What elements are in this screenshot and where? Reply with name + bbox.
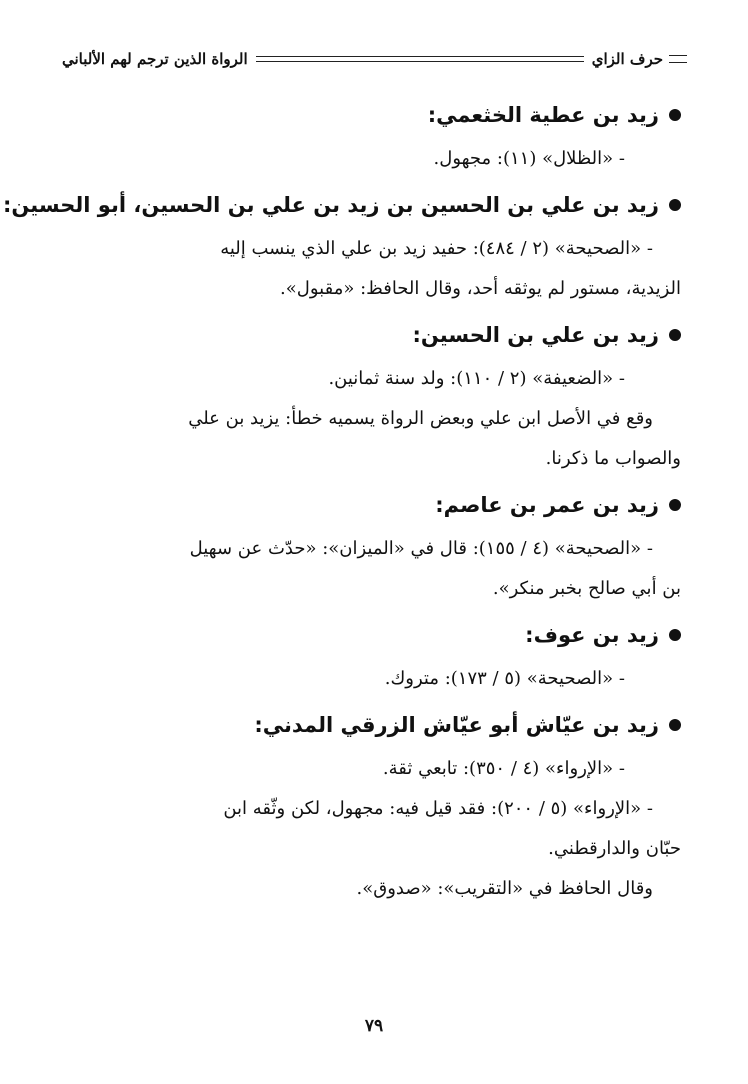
entry-line: - «الإرواء» (٥ / ٢٠٠): فقد قيل فيه: مجهول، لكن وثّقه ابن	[223, 798, 653, 819]
entry-title-text: زيد بن عطية الخثعمي:	[427, 103, 659, 127]
entry-line: وقال الحافظ في «التقريب»: «صدوق».	[356, 878, 653, 899]
entry-line: - «الصحيحة» (٤ / ١٥٥): قال في «الميزان»: «حدّث عن سهيل	[189, 538, 653, 559]
entry-title	[64, 710, 681, 740]
entry-line: الزيدية، مستور لم يوثقه أحد، وقال الحافظ: «مقبول».	[280, 278, 681, 299]
entry-title	[64, 320, 681, 350]
entry-title	[3, 190, 681, 220]
entry-title-text: زيد بن عوف:	[525, 623, 659, 647]
bullet-icon	[669, 329, 681, 341]
entry-line: والصواب ما ذكرنا.	[545, 448, 681, 469]
entry-line: حبّان والدارقطني.	[548, 838, 681, 859]
header-book-title: الرواة الذين ترجم لهم الألباني	[62, 50, 248, 68]
bullet-icon	[669, 109, 681, 121]
entry-title-text: زيد بن عيّاش أبو عيّاش الزرقي المدني:	[254, 713, 659, 737]
entry-line: - «الظلال» (١١): مجهول.	[433, 148, 625, 169]
bullet-icon	[669, 719, 681, 731]
bullet-icon	[669, 629, 681, 641]
entry-line: بن أبي صالح بخبر منكر».	[492, 578, 681, 599]
entry-title-text: زيد بن عمر بن عاصم:	[435, 493, 659, 517]
bullet-icon	[669, 499, 681, 511]
entry-title-text: زيد بن علي بن الحسين بن زيد بن علي بن الحسين، أبو الحسين:	[3, 193, 659, 217]
entry-line: - «الصحيحة» (٢ / ٤٨٤): حفيد زيد بن علي الذي ينسب إليه	[220, 238, 653, 259]
page-number: ٧٩	[364, 1016, 384, 1036]
entry-title	[64, 490, 681, 520]
entry-title	[64, 620, 681, 650]
page-content	[3, 100, 681, 914]
bullet-icon	[669, 199, 681, 211]
running-header	[62, 44, 687, 74]
entry-line: وقع في الأصل ابن علي وبعض الرواة يسميه خطأ: يزيد بن علي	[188, 408, 653, 429]
entry-line: - «الضعيفة» (٢ / ١١٠): ولد سنة ثمانين.	[328, 368, 625, 389]
entry-line: - «الإرواء» (٤ / ٣٥٠): تابعي ثقة.	[382, 758, 625, 779]
entry-title	[64, 100, 681, 130]
header-ornament	[669, 55, 687, 63]
header-rule	[256, 56, 584, 62]
header-chapter: حرف الزاي	[591, 50, 663, 68]
entry-line: - «الصحيحة» (٥ / ١٧٣): متروك.	[384, 668, 625, 689]
entry-title-text: زيد بن علي بن الحسين:	[412, 323, 659, 347]
